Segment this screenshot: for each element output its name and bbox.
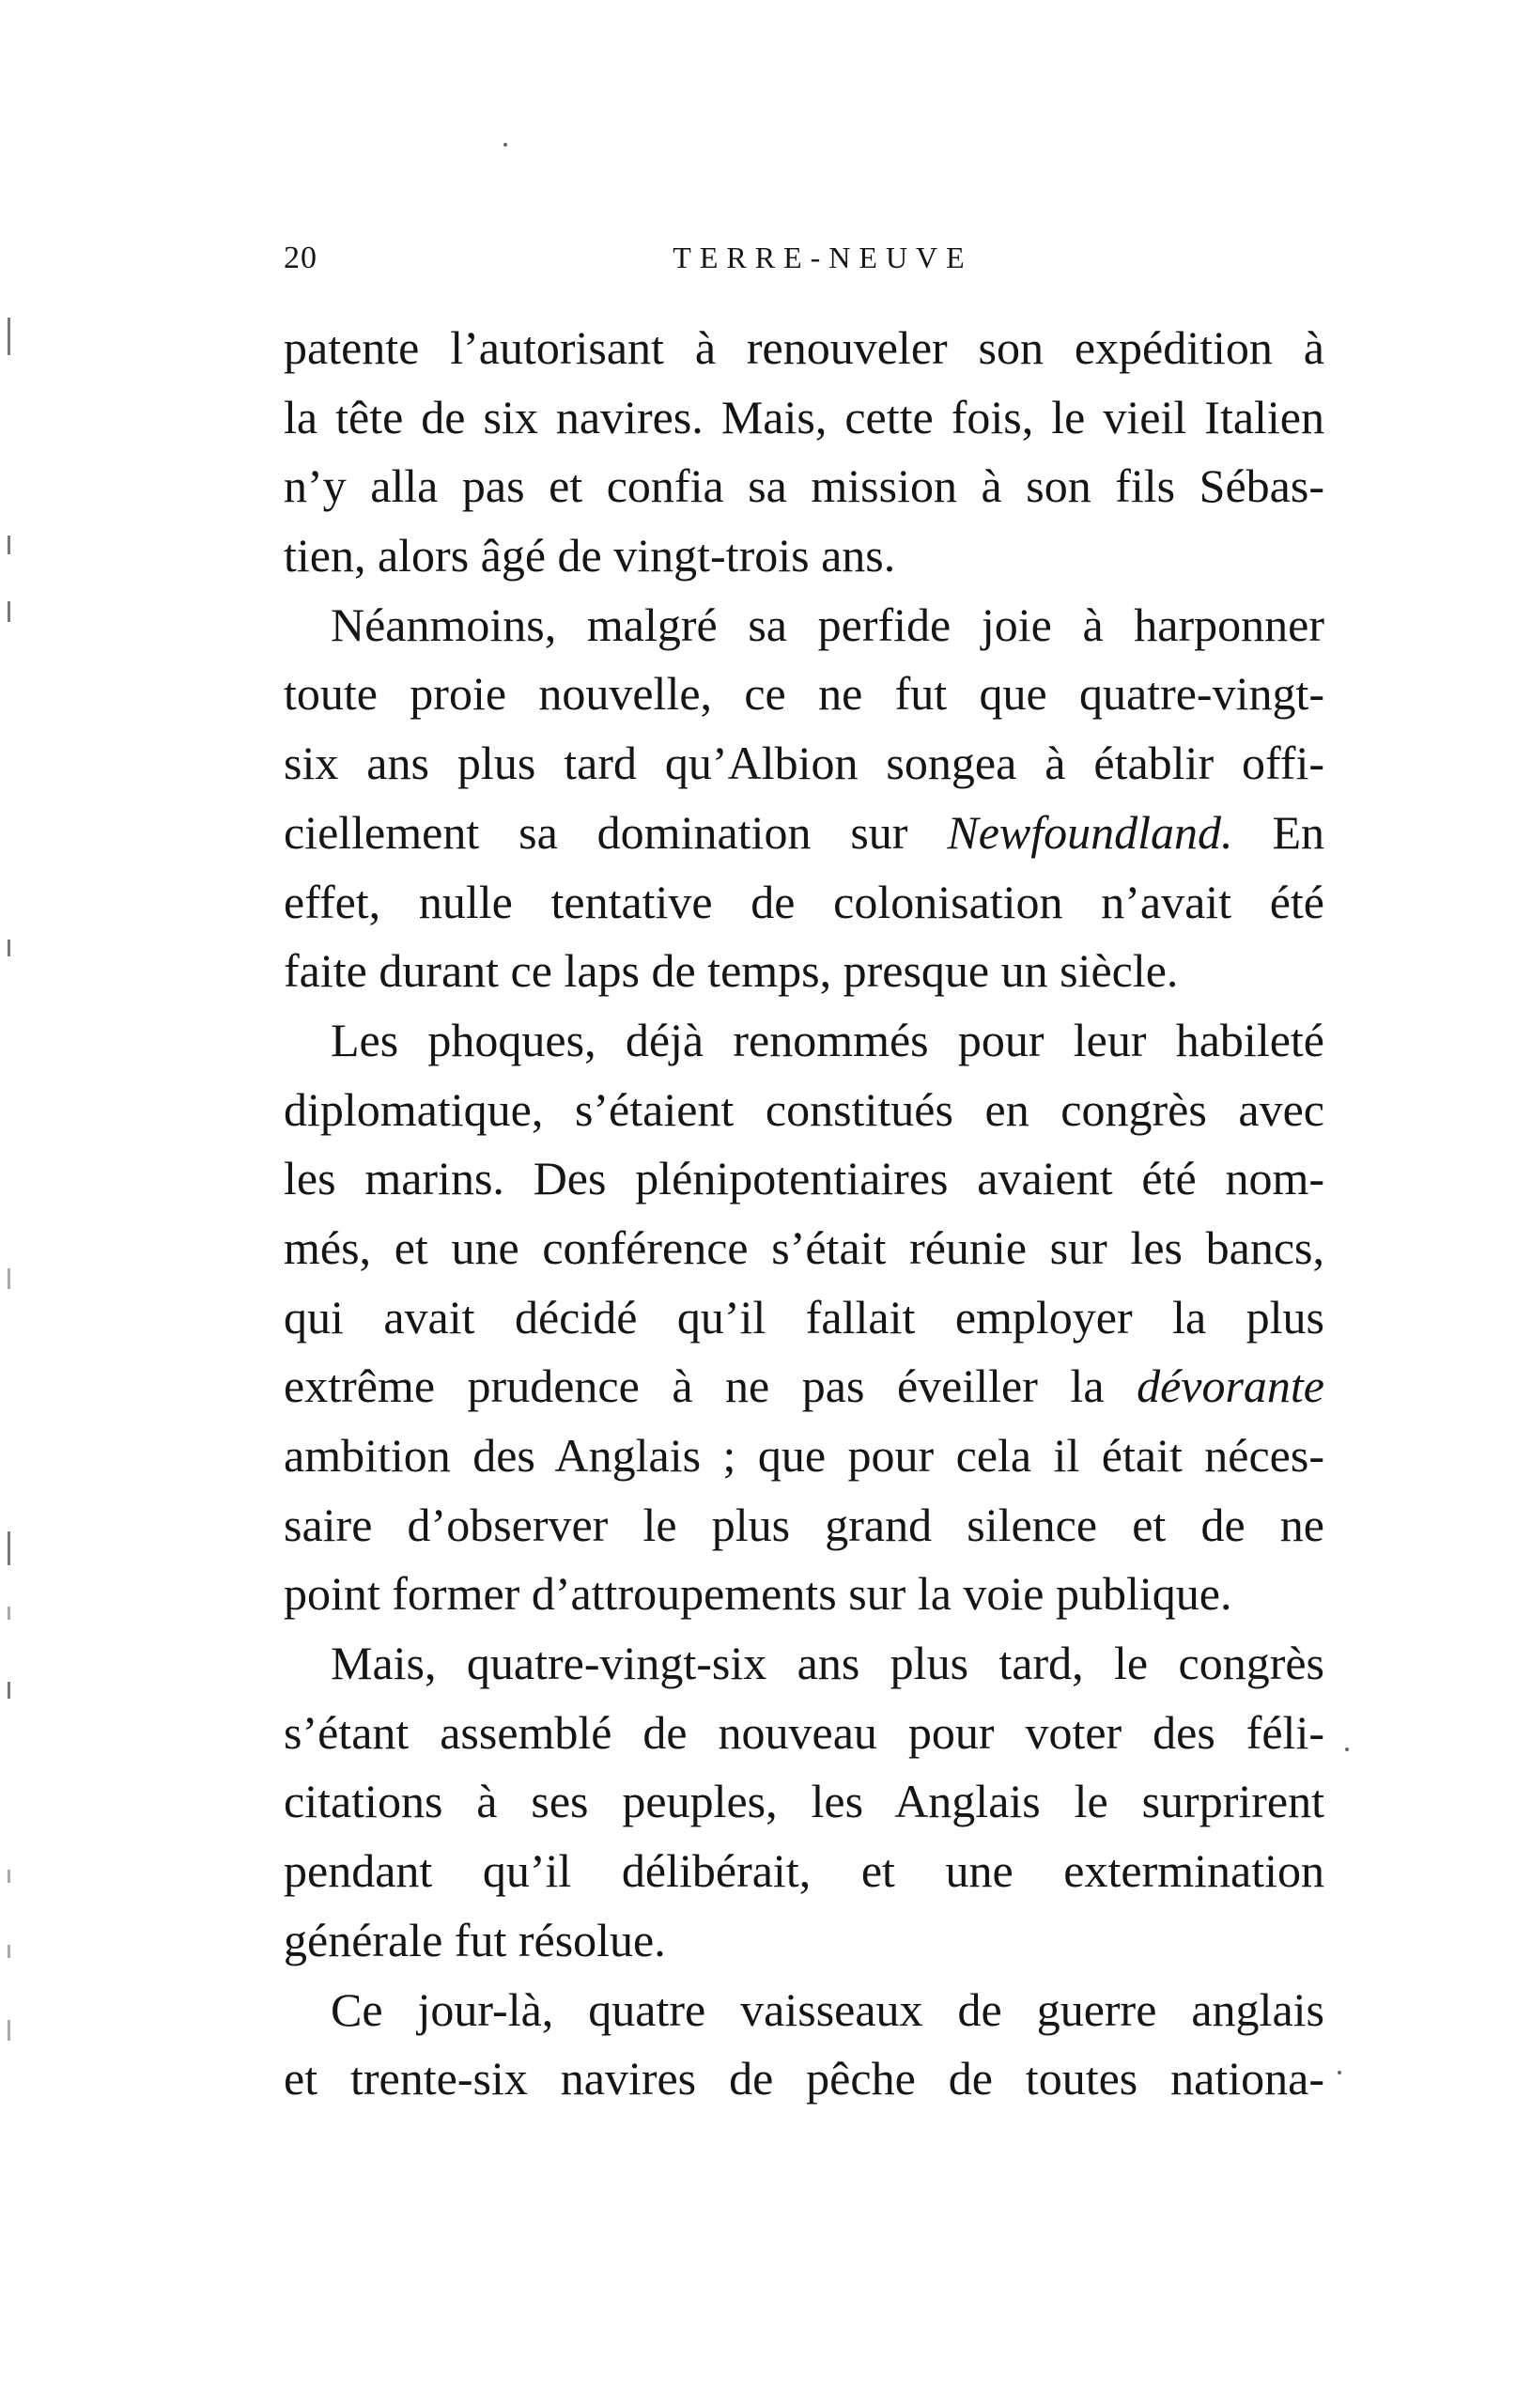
italic-term: Newfoundland. — [947, 805, 1233, 859]
text-line: les marins. Des plénipotentiaires avaient été nom- — [284, 1152, 1324, 1205]
scan-artifact — [8, 1945, 10, 1958]
text-line — [284, 1352, 1324, 1421]
scan-artifact — [8, 2020, 10, 2041]
text-line: effet, nulle tentative de colonisation n’avait été — [284, 875, 1324, 928]
text-span: ciellement sa domination sur — [284, 805, 948, 859]
body-text — [284, 314, 1324, 2114]
page-header — [284, 241, 1324, 287]
text-line: et trente-six navires de pêche de toutes nationa- — [284, 2052, 1324, 2105]
text-line: six ans plus tard qu’Albion songea à établir offi- — [284, 737, 1324, 790]
text-line: tien, alors âgé de vingt-trois ans. — [284, 529, 896, 583]
text-line: point former d’attroupements sur la voie publique. — [284, 1567, 1232, 1621]
scan-artifact — [8, 940, 10, 956]
text-line: qui avait décidé qu’il fallait employer la plus — [284, 1290, 1324, 1344]
scan-artifact — [8, 536, 10, 554]
text-line: patente l’autorisant à renouveler son expédition à — [284, 321, 1324, 374]
italic-term: dévorante — [1137, 1359, 1324, 1413]
scan-artifact — [8, 1531, 10, 1565]
text-line: diplomatique, s’étaient constitués en congrès avec — [284, 1082, 1324, 1136]
text-line: la tête de six navires. Mais, cette fois, le vieil Italien — [284, 390, 1324, 443]
scan-artifact — [8, 1870, 10, 1883]
scan-speck — [1338, 2071, 1341, 2074]
scan-artifact — [8, 318, 10, 355]
text-line: pendant qu’il délibérait, et une extermination — [284, 1844, 1324, 1898]
scan-artifact — [8, 601, 10, 622]
text-span: En — [1232, 805, 1324, 859]
text-line: n’y alla pas et confia sa mission à son fils Sébas- — [284, 459, 1324, 513]
scan-speck — [503, 143, 507, 147]
text-line: s’étant assemblé de nouveau pour voter des féli- — [284, 1705, 1324, 1759]
text-line: Néanmoins, malgré sa perfide joie à harponner — [331, 598, 1324, 651]
text-line: Mais, quatre-vingt-six ans plus tard, le congrès — [331, 1637, 1324, 1690]
scan-artifact — [8, 1268, 10, 1289]
text-line: més, et une conférence s’était réunie sur les bancs, — [284, 1220, 1324, 1274]
scan-artifact — [8, 1607, 10, 1620]
page-number: 20 — [284, 241, 317, 275]
text-line: ambition des Anglais ; que pour cela il était néces- — [284, 1429, 1324, 1482]
text-line — [284, 799, 1324, 868]
text-span: extrême prudence à ne pas éveiller la — [284, 1359, 1137, 1413]
text-line: saire d’observer le plus grand silence et de ne — [284, 1498, 1324, 1551]
text-line: Les phoques, déjà renommés pour leur habileté — [331, 1013, 1324, 1066]
text-line: faite durant ce laps de temps, presque un siècle. — [284, 944, 1179, 998]
text-line: générale fut résolue. — [284, 1913, 666, 1966]
text-line: toute proie nouvelle, ce ne fut que quatre-vingt- — [284, 667, 1324, 721]
scan-speck — [1345, 1748, 1349, 1751]
text-line: Ce jour-là, quatre vaisseaux de guerre anglais — [331, 1982, 1324, 2036]
scan-artifact — [8, 1682, 10, 1699]
running-title: TERRE-NEUVE — [673, 241, 973, 274]
text-line: citations à ses peuples, les Anglais le surprirent — [284, 1775, 1324, 1828]
